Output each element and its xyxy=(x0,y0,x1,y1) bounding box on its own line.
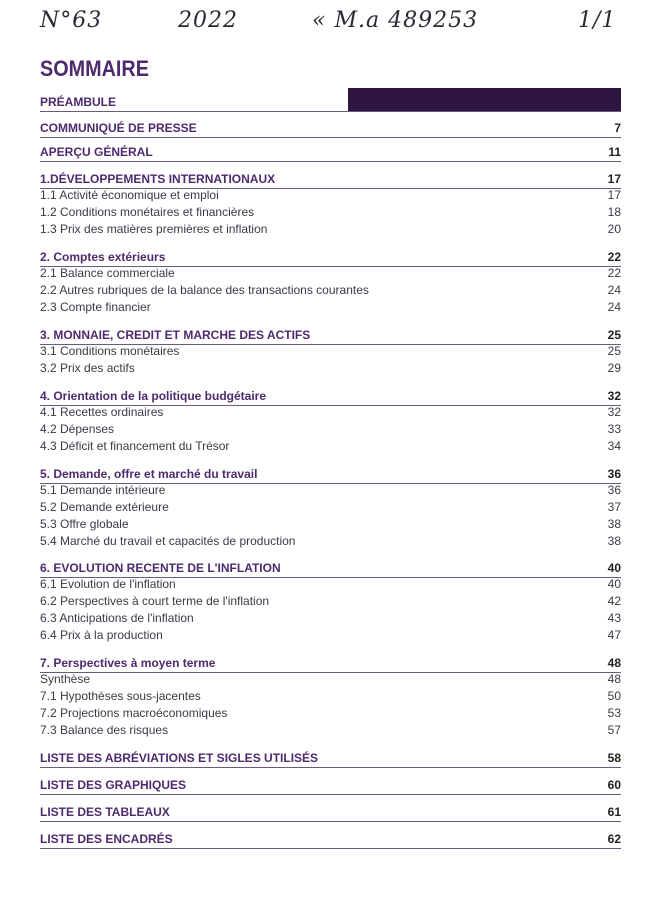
toc-page-number: 32 xyxy=(607,389,621,403)
toc-page-number: 17 xyxy=(607,188,621,202)
toc-label: 4.3 Déficit et financement du Trésor xyxy=(40,439,230,453)
toc-page-number: 62 xyxy=(607,832,621,846)
handwritten-year: 2022 xyxy=(178,8,238,33)
toc-entry xyxy=(40,705,621,722)
toc-entry xyxy=(40,533,621,550)
toc-entry xyxy=(40,282,621,299)
toc-label: LISTE DES ENCADRÉS xyxy=(40,832,173,846)
toc-label: 2.3 Compte financier xyxy=(40,300,151,314)
toc-page-number: 36 xyxy=(607,483,621,497)
toc-entry xyxy=(40,360,621,377)
toc-page-number: 38 xyxy=(607,534,621,548)
toc-label: LISTE DES ABRÉVIATIONS ET SIGLES UTILISÉS xyxy=(40,751,319,765)
toc-page-number: 42 xyxy=(607,594,621,608)
toc-page-number: 7 xyxy=(614,121,621,135)
toc-page-number: 25 xyxy=(607,344,621,358)
toc-entry xyxy=(40,343,621,360)
toc-page-number: 37 xyxy=(607,500,621,514)
toc-label: 3.1 Conditions monétaires xyxy=(40,344,180,358)
toc-page-number: 61 xyxy=(607,805,621,819)
toc-entry xyxy=(40,299,621,316)
toc-label: 5.2 Demande extérieure xyxy=(40,500,169,514)
toc-label: 4.1 Recettes ordinaires xyxy=(40,405,164,419)
toc-label: APERÇU GÉNÉRAL xyxy=(40,145,153,159)
toc-entry xyxy=(40,187,621,204)
toc-label: 1.3 Prix des matières premières et inflation xyxy=(40,222,268,236)
toc-page-number: 24 xyxy=(607,300,621,314)
toc-entry xyxy=(40,265,621,282)
toc-label: 5.4 Marché du travail et capacités de production xyxy=(40,534,296,548)
toc-label: 5. Demande, offre et marché du travail xyxy=(40,467,258,481)
toc-page-number: 60 xyxy=(607,778,621,792)
toc-label: 6.4 Prix à la production xyxy=(40,628,163,642)
toc-section-heading xyxy=(40,119,621,138)
toc-page-number: 32 xyxy=(607,405,621,419)
toc-label: 5.1 Demande intérieure xyxy=(40,483,166,497)
toc-page-number: 20 xyxy=(607,222,621,236)
toc-label: 7.2 Projections macroéconomiques xyxy=(40,706,228,720)
toc-label: 1.DÉVELOPPEMENTS INTERNATIONAUX xyxy=(40,172,276,186)
toc-entry xyxy=(40,671,621,688)
toc-page-number: 40 xyxy=(607,577,621,591)
toc-label: 1.2 Conditions monétaires et financières xyxy=(40,205,255,219)
toc-label: 3. MONNAIE, CREDIT ET MARCHE DES ACTIFS xyxy=(40,328,311,342)
toc-page-number: 47 xyxy=(607,628,621,642)
toc-entry xyxy=(40,688,621,705)
toc-entry xyxy=(40,421,621,438)
toc-page-number: 57 xyxy=(607,723,621,737)
toc-entry xyxy=(40,482,621,499)
toc-label: 3.2 Prix des actifs xyxy=(40,361,135,375)
toc-label: 4. Orientation de la politique budgétaire xyxy=(40,389,267,403)
toc-section-heading xyxy=(40,143,621,162)
toc-label: LISTE DES TABLEAUX xyxy=(40,805,170,819)
toc-page-number: 43 xyxy=(607,611,621,625)
toc-label: 6.3 Anticipations de l'inflation xyxy=(40,611,194,625)
toc-entry xyxy=(40,610,621,627)
toc-label: PRÉAMBULE xyxy=(40,95,117,109)
toc-label: 2.1 Balance commerciale xyxy=(40,266,175,280)
toc-section-heading xyxy=(40,830,621,849)
toc-label: 7.1 Hypothèses sous-jacentes xyxy=(40,689,201,703)
toc-section-heading xyxy=(40,749,621,768)
toc-section-heading xyxy=(40,776,621,795)
toc-page-number: 48 xyxy=(607,656,621,670)
toc-page-number: 38 xyxy=(607,517,621,531)
toc-section-heading xyxy=(40,803,621,822)
toc-label: 6.2 Perspectives à court terme de l'inflation xyxy=(40,594,270,608)
toc-page-number: 36 xyxy=(607,467,621,481)
toc-page-number: 22 xyxy=(607,250,621,264)
toc-label: Synthèse xyxy=(40,672,91,686)
toc-page-number: 11 xyxy=(608,145,621,159)
handwritten-number: N°63 xyxy=(40,8,103,33)
toc-entry xyxy=(40,438,621,455)
toc-entry xyxy=(40,499,621,516)
handwritten-reference: « M.a 489253 xyxy=(312,8,479,33)
toc-page-number: 33 xyxy=(607,422,621,436)
toc-page-number: 58 xyxy=(607,751,621,765)
toc-entry xyxy=(40,221,621,238)
toc-label: 6.1 Evolution de l'inflation xyxy=(40,577,176,591)
toc-entry xyxy=(40,404,621,421)
toc-label: 4.2 Dépenses xyxy=(40,422,115,436)
toc-entry xyxy=(40,516,621,533)
toc-entry xyxy=(40,593,621,610)
toc-label: 2. Comptes extérieurs xyxy=(40,250,166,264)
toc-page-number: 40 xyxy=(607,561,621,575)
toc-label: 7.3 Balance des risques xyxy=(40,723,169,737)
toc-label: 1.1 Activité économique et emploi xyxy=(40,188,219,202)
toc-label: 2.2 Autres rubriques de la balance des transactions courantes xyxy=(40,283,369,297)
toc-entry xyxy=(40,204,621,221)
toc-page-number: 48 xyxy=(607,672,621,686)
toc-entry xyxy=(40,576,621,593)
page-title: SOMMAIRE xyxy=(40,56,149,81)
toc-page-number: 17 xyxy=(607,172,621,186)
toc-page-number: 25 xyxy=(607,328,621,342)
toc-label: 6. EVOLUTION RECENTE DE L'INFLATION xyxy=(40,561,281,575)
toc-page-number: 29 xyxy=(607,361,621,375)
toc-section-heading xyxy=(40,93,621,112)
handwritten-page: 1/1 xyxy=(578,8,617,33)
toc-entry xyxy=(40,627,621,644)
toc-entry xyxy=(40,722,621,739)
toc-page-number: 24 xyxy=(607,283,621,297)
toc-page-number: 34 xyxy=(607,439,621,453)
toc-page-number: 18 xyxy=(607,205,621,219)
toc-label: 7. Perspectives à moyen terme xyxy=(40,656,216,670)
toc-page-number: 53 xyxy=(607,706,621,720)
toc-page-number: 22 xyxy=(607,266,621,280)
toc-page-number: 50 xyxy=(607,689,621,703)
toc-label: COMMUNIQUÉ DE PRESSE xyxy=(40,121,197,135)
toc-label: LISTE DES GRAPHIQUES xyxy=(40,778,187,792)
toc-label: 5.3 Offre globale xyxy=(40,517,129,531)
